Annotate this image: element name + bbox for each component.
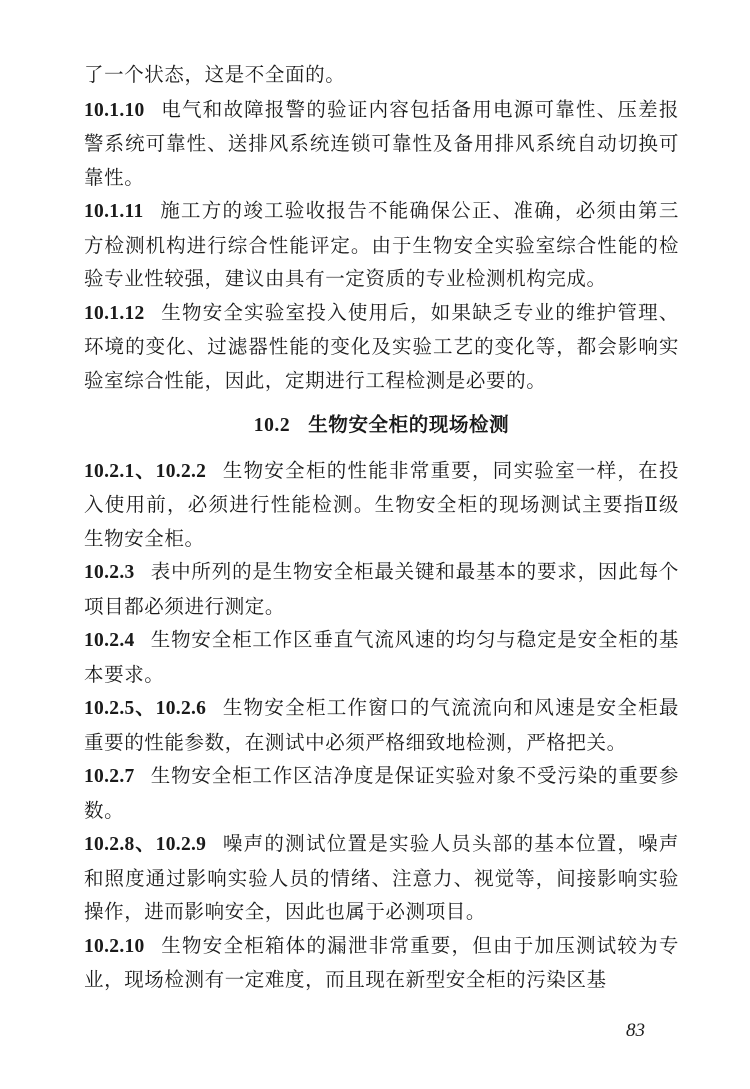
paragraph bbox=[84, 194, 679, 296]
clause-number: 10.2.1、10.2.2 bbox=[84, 460, 207, 482]
paragraph-text: 噪声的测试位置是实验人员头部的基本位置，噪声和照度通过影响实验人员的情绪、注意力、视觉等，间接影响实验操作，进而影响安全，因此也属于必测项目。 bbox=[84, 832, 680, 923]
paragraph-text: 了一个状态，这是不全面的。 bbox=[84, 63, 346, 86]
paragraph-text: 生物安全柜的性能非常重要，同实验室一样，在投入使用前，必须进行性能检测。生物安全柜的现场测试主要指Ⅱ级生物安全柜。 bbox=[84, 458, 680, 550]
paragraph bbox=[84, 759, 679, 827]
paragraph bbox=[84, 58, 679, 93]
page-number: 83 bbox=[626, 1020, 645, 1041]
paragraph-text: 生物安全柜箱体的漏泄非常重要，但由于加压测试较为专业，现场检测有一定难度，而且现在新型安全柜的污染区基 bbox=[84, 933, 679, 991]
clause-number: 10.2.5、10.2.6 bbox=[84, 698, 207, 719]
clause-number: 10.2.4 bbox=[84, 630, 135, 651]
paragraph bbox=[84, 296, 679, 398]
paragraph bbox=[84, 691, 679, 759]
paragraph bbox=[84, 555, 679, 623]
paragraph-text: 生物安全柜工作区洁净度是保证实验对象不受污染的重要参数。 bbox=[84, 764, 679, 822]
section-number: 10.2 bbox=[253, 415, 291, 436]
paragraph-text: 施工方的竣工验收报告不能确保公正、准确，必须由第三方检测机构进行综合性能评定。由于生物安全实验室综合性能的检验专业性较强，建议由具有一定资质的专业检测机构完成。 bbox=[84, 199, 679, 290]
paragraph bbox=[84, 827, 679, 929]
section-title: 生物安全柜的现场检测 bbox=[308, 413, 510, 436]
clause-number: 10.1.11 bbox=[84, 201, 144, 222]
paragraph bbox=[84, 93, 679, 195]
paragraph bbox=[84, 929, 679, 997]
clause-number: 10.2.10 bbox=[84, 935, 145, 957]
clause-number: 10.2.3 bbox=[84, 562, 135, 583]
paragraph-text: 生物安全柜工作窗口的气流流向和风速是安全柜最重要的性能参数，在测试中必须严格细致地检测，严格把关。 bbox=[84, 696, 680, 754]
paragraphs-top bbox=[84, 58, 679, 397]
paragraph-text: 生物安全柜工作区垂直气流风速的均匀与稳定是安全柜的基本要求。 bbox=[84, 628, 679, 686]
clause-number: 10.1.10 bbox=[84, 99, 145, 121]
clause-number: 10.2.7 bbox=[84, 766, 135, 787]
paragraph bbox=[84, 454, 679, 556]
paragraph-text: 电气和故障报警的验证内容包括备用电源可靠性、压差报警系统可靠性、送排风系统连锁可靠性及备用排风系统自动切换可靠性。 bbox=[84, 97, 679, 189]
section-heading bbox=[84, 408, 679, 443]
clause-number: 10.2.8、10.2.9 bbox=[84, 834, 207, 855]
paragraph-text: 生物安全实验室投入使用后，如果缺乏专业的维护管理、环境的变化、过滤器性能的变化及实验工艺的变化等，都会影响实验室综合性能，因此，定期进行工程检测是必要的。 bbox=[84, 300, 679, 392]
paragraphs-bottom bbox=[84, 454, 679, 997]
clause-number: 10.1.12 bbox=[84, 302, 145, 324]
document-page bbox=[84, 58, 679, 997]
paragraph bbox=[84, 623, 679, 691]
paragraph-text: 表中所列的是生物安全柜最关键和最基本的要求，因此每个项目都必须进行测定。 bbox=[84, 560, 679, 618]
